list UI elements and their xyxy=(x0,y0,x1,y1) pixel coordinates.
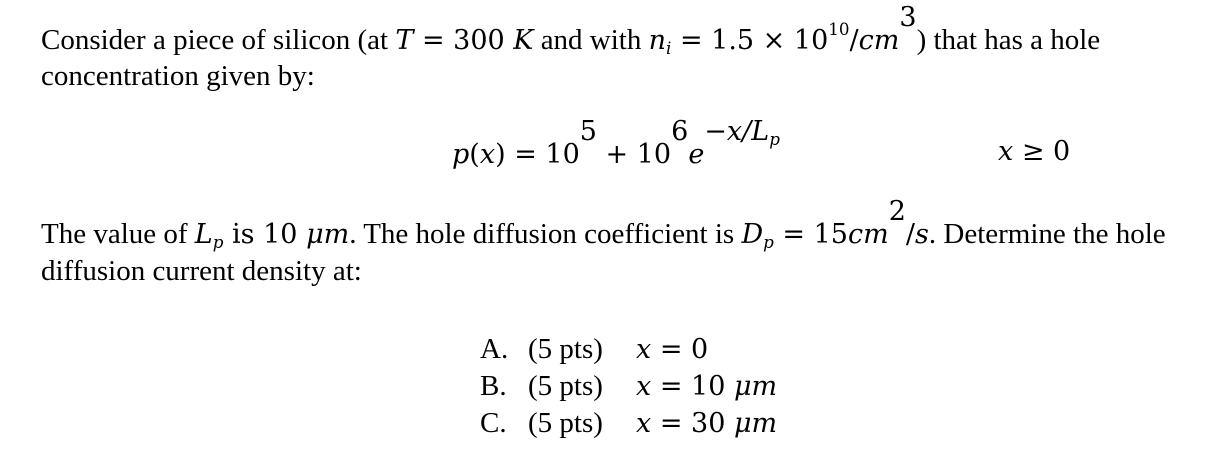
ni-value: = $1.5 \times 10^{10}/$ xyxy=(671,18,859,56)
cm3-unit: $cm^3$ xyxy=(858,2,917,56)
micrometer-unit: μm xyxy=(306,218,350,250)
cm2-unit: $cm^2$ xyxy=(847,196,906,250)
domain-condition: x ≥ 0 xyxy=(998,136,1071,167)
option-a: A. (5 pts) x = 0 xyxy=(480,333,709,365)
intro-line-1 xyxy=(41,2,1101,59)
dp-symbol: $D_p$ xyxy=(741,218,774,252)
intro-text: and with xyxy=(533,23,649,56)
option-c: C. (5 pts) x = 30 μm xyxy=(480,407,778,439)
temperature-symbol: T xyxy=(395,24,414,56)
temperature-value: = 300 xyxy=(413,24,514,56)
para2-line-1: The value of $L_p$ is 10 μm. The hole diffusion coefficient is $D_p = 15cm^2/s$. Determine the hole xyxy=(41,196,1166,252)
kelvin-unit: K xyxy=(513,24,534,56)
intro-text: ) that has a hole xyxy=(916,23,1101,56)
intro-text: Consider a piece of silicon (at xyxy=(41,23,396,56)
ni-symbol: $n_i$ xyxy=(648,24,672,58)
para2-line-2: diffusion current density at: xyxy=(41,255,362,287)
intro-line-2: concentration given by: xyxy=(41,60,315,92)
option-b: B. (5 pts) x = 10 μm xyxy=(480,370,778,402)
lp-symbol: $L_p$ xyxy=(194,218,224,252)
hole-concentration-equation: $p(x) = 10^5 + 10^6e^{-x/L_p}$ xyxy=(452,116,780,170)
